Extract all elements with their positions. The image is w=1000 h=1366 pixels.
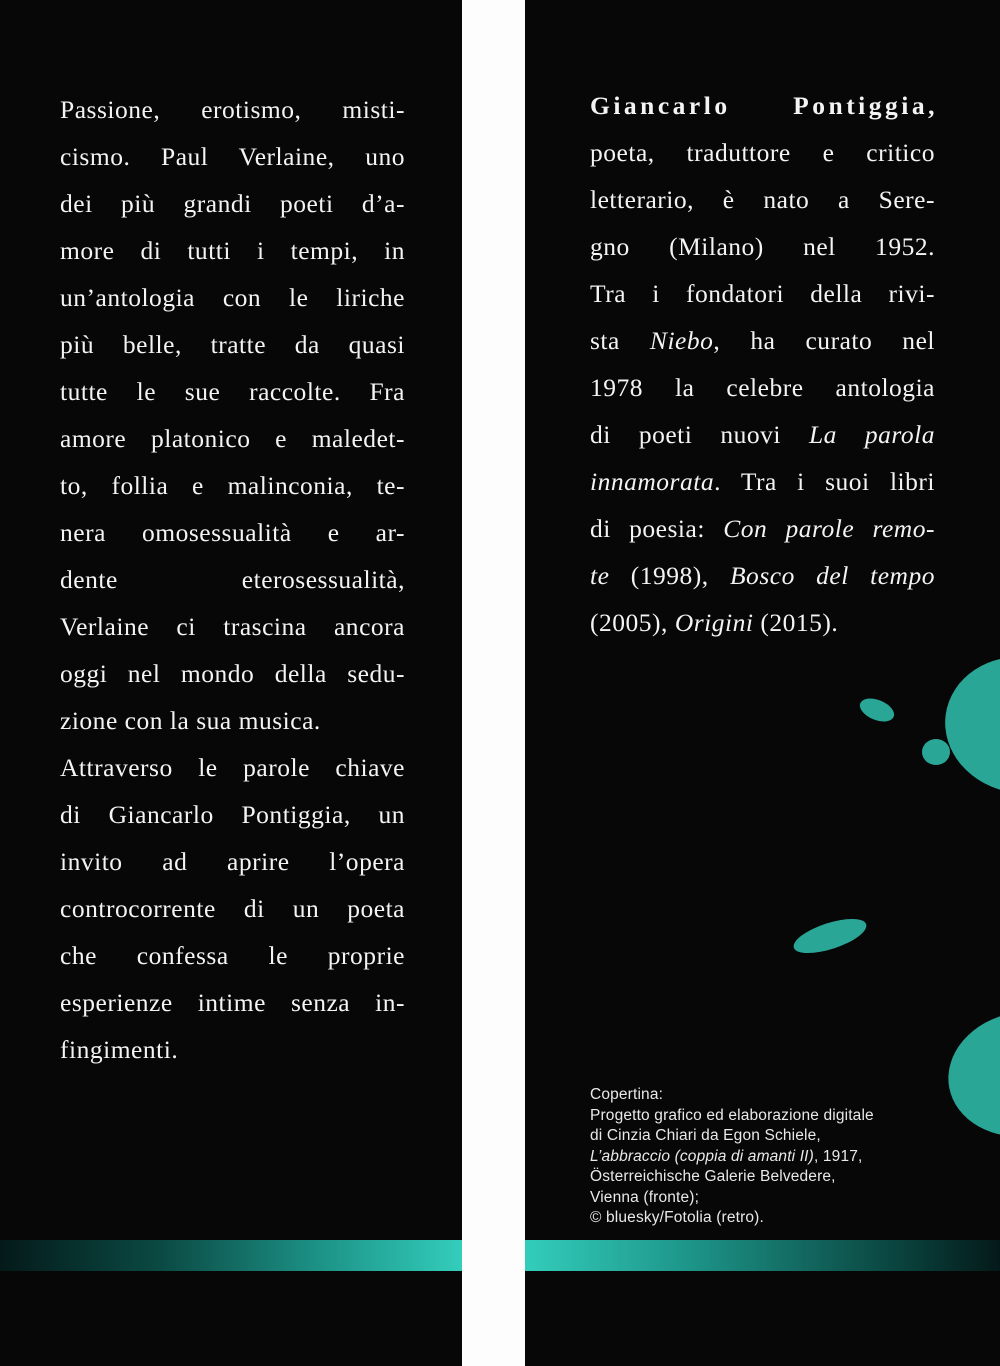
text-segment: zione con la sua musica. [60, 706, 321, 735]
text-line [60, 368, 405, 415]
paint-blob-large-right [936, 647, 1000, 803]
text-segment: di poesia: [590, 514, 724, 543]
text-segment: gno (Milano) nel 1952. [590, 232, 935, 261]
text-segment: Passione, erotismo, misti- [60, 95, 405, 124]
text-line [60, 556, 405, 603]
text-line [60, 133, 405, 180]
text-line [590, 1085, 970, 1106]
text-line [60, 274, 405, 321]
text-line [60, 932, 405, 979]
text-line [590, 552, 935, 599]
text-line [590, 1167, 970, 1188]
text-segment: . Tra i suoi libri [714, 467, 935, 496]
spine-gutter [462, 0, 525, 1366]
text-segment: , [928, 91, 935, 120]
text-segment: , ha curato nel [713, 326, 935, 355]
text-segment: (2005), [590, 608, 675, 637]
text-segment: di Giancarlo Pontiggia, un [60, 800, 405, 829]
text-line [60, 86, 405, 133]
left-flap-blurb-text [60, 86, 405, 1073]
text-line [590, 223, 935, 270]
text-line [590, 1126, 970, 1147]
text-line [60, 321, 405, 368]
text-segment: più belle, tratte da quasi [60, 330, 405, 359]
text-line [590, 176, 935, 223]
text-segment: Progetto grafico ed elaborazione digitale [590, 1106, 874, 1124]
text-line [60, 979, 405, 1026]
text-segment: Verlaine ci trascina ancora [60, 612, 405, 641]
text-line [60, 650, 405, 697]
left-flap-panel [0, 0, 462, 1366]
paint-droplet-small [857, 694, 898, 726]
text-segment: che confessa le proprie [60, 941, 405, 970]
text-line [590, 82, 935, 129]
text-line [590, 1147, 970, 1168]
cover-credit-text [590, 1085, 970, 1229]
text-segment: cismo. Paul Verlaine, uno [60, 142, 405, 171]
text-segment: di poeti nuovi [590, 420, 809, 449]
text-line [60, 462, 405, 509]
text-line [60, 744, 405, 791]
text-line [590, 129, 935, 176]
text-segment: te [590, 561, 610, 590]
teal-stripe-left [0, 1240, 462, 1271]
text-line [590, 411, 935, 458]
text-segment: © bluesky/Fotolia (retro). [590, 1209, 764, 1226]
text-line [590, 599, 935, 646]
text-segment: tutte le sue raccolte. Fra [60, 377, 405, 406]
text-segment: Con parole remo- [723, 514, 935, 543]
text-segment: sta [590, 326, 650, 355]
right-flap-panel [525, 0, 1000, 1366]
text-segment: , 1917, [813, 1147, 863, 1165]
text-segment: poeta, traduttore e critico [590, 138, 935, 167]
text-line [590, 364, 935, 411]
text-segment: invito ad aprire l’opera [60, 847, 405, 876]
text-segment: Niebo [649, 326, 714, 355]
teal-stripe-right [525, 1240, 1000, 1271]
paint-blob-elongated [790, 912, 870, 960]
text-line [60, 180, 405, 227]
text-line [590, 1188, 970, 1209]
text-segment: (1998), [609, 561, 730, 590]
text-line [60, 838, 405, 885]
text-segment: Vienna (fronte); [590, 1188, 700, 1206]
text-line [60, 509, 405, 556]
text-line [60, 697, 405, 744]
text-segment: Österreichische Galerie Belvedere, [590, 1168, 836, 1185]
text-segment: Origini [674, 608, 754, 637]
text-segment: fingimenti. [60, 1035, 179, 1064]
text-segment: esperienze intime senza in- [60, 988, 405, 1017]
text-segment: amore platonico e maledet- [60, 424, 405, 453]
text-line [60, 1026, 405, 1073]
text-segment: Copertina: [590, 1086, 664, 1103]
text-line [590, 317, 935, 364]
text-segment: letterario, è nato a Sere- [590, 185, 935, 214]
text-line [60, 885, 405, 932]
text-line [60, 227, 405, 274]
text-line [590, 1106, 970, 1127]
text-segment: La parola [808, 420, 935, 449]
text-segment: Giancarlo Pontiggia [590, 91, 929, 120]
text-line [590, 505, 935, 552]
text-segment: Attraverso le parole chiave [60, 753, 405, 782]
text-segment: Bosco del tempo [729, 561, 935, 590]
text-segment: Tra i fondatori della rivi- [590, 279, 935, 308]
text-segment: dente eterosessualità, [60, 565, 405, 594]
text-segment: L’abbraccio (coppia di amanti II) [590, 1147, 814, 1165]
text-line [60, 415, 405, 462]
text-segment: di Cinzia Chiari da Egon Schiele, [590, 1127, 821, 1144]
text-line [60, 791, 405, 838]
text-segment: to, follia e malinconia, te- [60, 471, 405, 500]
text-line [60, 603, 405, 650]
text-segment: dei più grandi poeti d’a- [60, 189, 405, 218]
text-line [590, 1208, 970, 1229]
text-segment: more di tutti i tempi, in [60, 236, 405, 265]
text-segment: un’antologia con le liriche [60, 283, 405, 312]
text-segment: 1978 la celebre antologia [590, 373, 935, 402]
author-bio-text [590, 82, 935, 646]
text-segment: controcorrente di un poeta [60, 894, 405, 923]
text-segment: innamorata [590, 467, 715, 496]
text-segment: oggi nel mondo della sedu- [60, 659, 405, 688]
text-line [590, 458, 935, 505]
paint-dot [922, 739, 950, 765]
text-line [590, 270, 935, 317]
text-segment: (2015). [753, 608, 839, 637]
text-segment: nera omosessualità e ar- [60, 518, 405, 547]
